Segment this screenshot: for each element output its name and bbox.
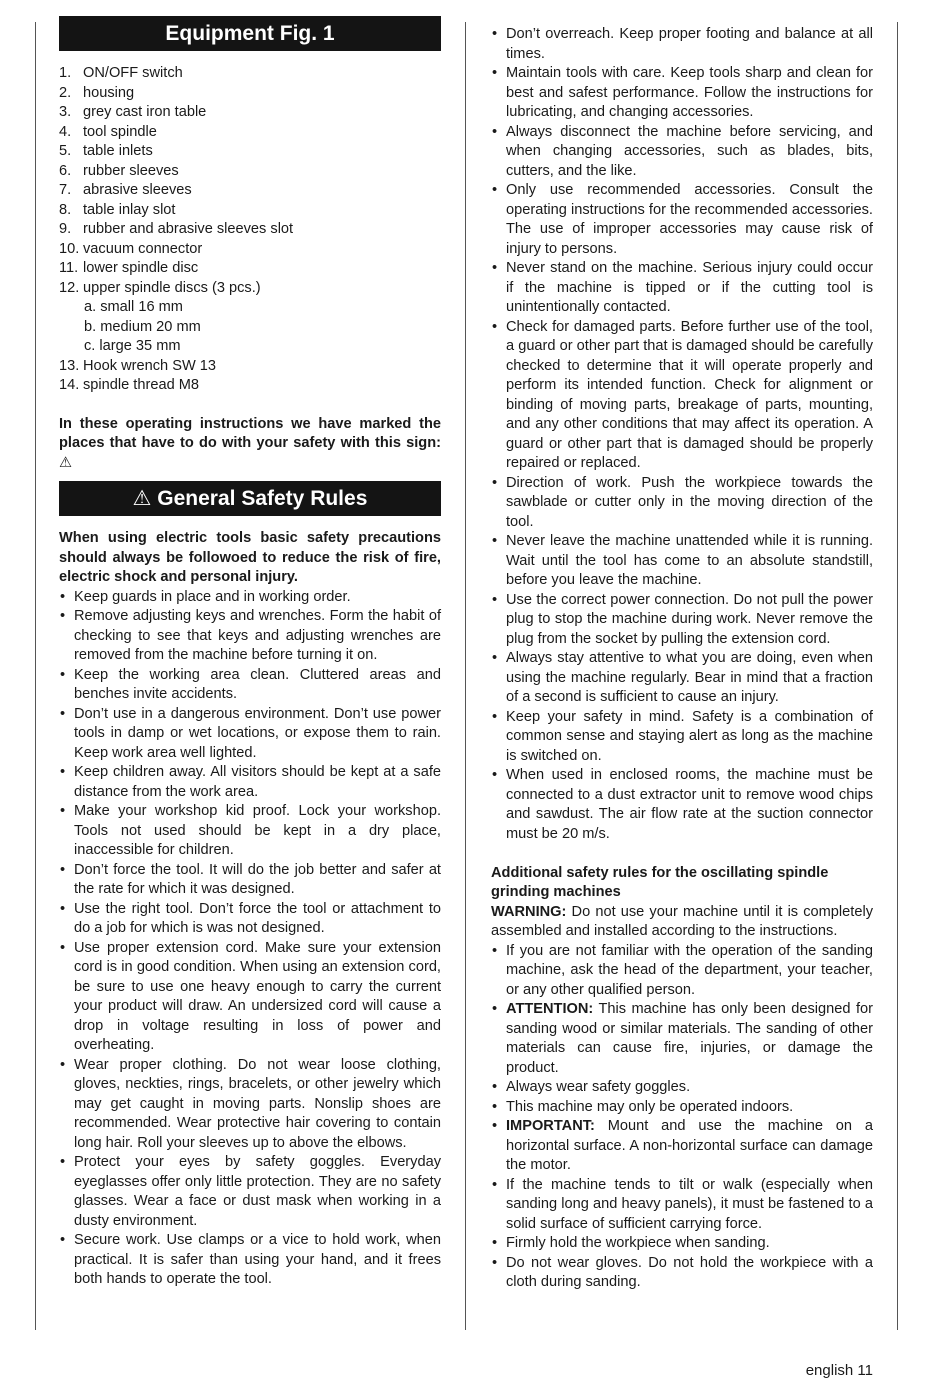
- list-sub-item: b. medium 20 mm: [84, 318, 201, 335]
- list-item: 11. lower spindle disc: [59, 260, 199, 276]
- list-item: 7. abrasive sleeves: [59, 182, 192, 198]
- list-item: • Firmly hold the workpiece when sanding.: [491, 1234, 873, 1254]
- list-item: • Only use recommended accessories. Consult the operating instructions for the recommended accessories. The use of improper accessories may cause risk of injury to persons.: [491, 181, 873, 259]
- additional-rules-title: Additional safety rules for the oscillating spindle grinding machines: [491, 864, 829, 900]
- list-item: • Secure work. Use clamps or a vice to hold work, when practical. It is safer than using your hand, and it frees both hands to operate the tool.: [59, 1231, 441, 1290]
- general-safety-rules-continued: [491, 25, 873, 844]
- list-item: • Keep your safety in mind. Safety is a combination of common sense and staying alert as long as the machine is switched on.: [491, 708, 873, 767]
- list-item: • IMPORTANT: Mount and use the machine on a horizontal surface. A non-horizontal surface can damage the motor.: [491, 1117, 873, 1176]
- list-item: 8. table inlay slot: [59, 201, 176, 218]
- list-item: 3. grey cast iron table: [59, 104, 207, 120]
- list-item: • Never leave the machine unattended while it is running. Wait until the tool has come to an absolute standstill, before you leave the machine.: [491, 532, 873, 591]
- equipment-list: [59, 64, 441, 396]
- list-item: 12. upper spindle discs (3 pcs.): [59, 279, 261, 296]
- list-item: • If the machine tends to tilt or walk (especially when sanding long and heavy panels), it must be fastened to a solid surface of sufficient carrying force.: [491, 1176, 873, 1235]
- list-item: • This machine may only be operated indoors.: [491, 1098, 873, 1118]
- list-item: 14. spindle thread M8: [59, 377, 200, 393]
- list-item: 4. tool spindle: [59, 123, 157, 140]
- warning-paragraph: WARNING: Do not use your machine until it is completely assembled and installed according to the instructions.: [491, 903, 873, 939]
- list-item: • Don’t overreach. Keep proper footing and balance at all times.: [491, 25, 873, 64]
- list-item: • Make your workshop kid proof. Lock your workshop. Tools not used should be kept in a dry place, inaccessible for children.: [59, 802, 441, 861]
- list-item: • Do not wear gloves. Do not hold the workpiece with a cloth during sanding.: [491, 1254, 873, 1293]
- left-column: [59, 16, 441, 1290]
- list-item: • Check for damaged parts. Before further use of the tool, a guard or other part that is damaged should be carefully checked to determine that it will operate properly and perform its intended function. Check for alignment or binding of moving parts, breakage of parts, mounting, and any other conditions that may affect its operation. A guard or other part that is damaged should be properly repaired or replaced.: [491, 318, 873, 474]
- list-item: • Never stand on the machine. Serious injury could occur if the machine is tipped or if the cutting tool is unintentionally contacted.: [491, 259, 873, 318]
- list-item: • Always stay attentive to what you are doing, even when using the machine regularly. Bear in mind that a fraction of a second is sufficient to cause an injury.: [491, 649, 873, 708]
- list-item: 5. table inlets: [59, 143, 153, 159]
- warning-triangle-icon: ⚠: [132, 487, 152, 510]
- list-item: • Always wear safety goggles.: [491, 1078, 873, 1098]
- list-item: • Keep guards in place and in working order.: [59, 588, 441, 608]
- list-item: • Remove adjusting keys and wrenches. Form the habit of checking to see that keys and adjusting wrenches are removed from the machine before turning it on.: [59, 607, 441, 666]
- general-safety-title: ⚠ General Safety Rules: [59, 481, 441, 516]
- general-safety-intro: When using electric tools basic safety precautions should always be followoed to reduce the risk of fire, electric shock and personal injury.: [59, 530, 441, 585]
- column-divider-rule: [465, 22, 466, 1330]
- list-item: 10. vacuum connector: [59, 240, 203, 257]
- list-item: • Keep the working area clean. Cluttered areas and benches invite accidents.: [59, 666, 441, 705]
- list-item: • Maintain tools with care. Keep tools sharp and clean for best and safest performance. Follow the instructions for lubricating, and changing accessories.: [491, 64, 873, 123]
- list-item: • Use proper extension cord. Make sure your extension cord is in good condition. When using an extension cord, be sure to use one heavy enough to carry the current your product will draw. An undersized cord will cause a drop in voltage resulting in loss of power and overheating.: [59, 939, 441, 1056]
- warning-triangle-icon: ⚠: [59, 454, 73, 471]
- list-item: • Don’t use in a dangerous environment. Don’t use power tools in damp or wet locations, or expose them to rain. Keep work area well lighted.: [59, 705, 441, 764]
- list-item: • Keep children away. All visitors should be kept at a safe distance from the work area.: [59, 763, 441, 802]
- list-item: • Direction of work. Push the workpiece towards the sawblade or cutter only in the moving direction of the tool.: [491, 474, 873, 533]
- additional-rules-list: [491, 942, 873, 1293]
- right-column: [491, 25, 873, 1293]
- list-item: • Always disconnect the machine before servicing, and when changing accessories, such as blades, bits, cutters, and the like.: [491, 123, 873, 182]
- list-item: • If you are not familiar with the operation of the sanding machine, ask the head of the department, your teacher, or any other qualified person.: [491, 942, 873, 1001]
- list-item: 9. rubber and abrasive sleeves slot: [59, 221, 294, 237]
- safety-sign-note: In these operating instructions we have marked the places that have to do with your safety with this sign: ⚠: [59, 415, 441, 474]
- general-safety-rules: [59, 588, 441, 1290]
- list-sub-item: a. small 16 mm: [84, 299, 183, 315]
- list-item: • Use the right tool. Don’t force the tool or attachment to do a job for which is was not designed.: [59, 900, 441, 939]
- list-item: • When used in enclosed rooms, the machine must be connected to a dust extractor unit to remove wood chips and sawdust. The air flow rate at the suction connector must be 20 m/s.: [491, 766, 873, 844]
- list-sub-item: c. large 35 mm: [84, 338, 181, 354]
- list-item: 13. Hook wrench SW 13: [59, 357, 217, 374]
- list-item: • Protect your eyes by safety goggles. Everyday eyeglasses offer only little protection. They are no safety glasses. Wear a face or dust mask when working in a dusty environment.: [59, 1153, 441, 1231]
- list-item: 2. housing: [59, 84, 135, 101]
- list-item: • ATTENTION: This machine has only been designed for sanding wood or similar materials. The sanding of other materials can cause fire, injuries, or damage the product.: [491, 1000, 873, 1078]
- list-item: 1. ON/OFF switch: [59, 65, 183, 81]
- list-item: • Don’t force the tool. It will do the job better and safer at the rate for which it was designed.: [59, 861, 441, 900]
- right-margin-rule: [897, 22, 898, 1330]
- left-margin-rule: [35, 22, 36, 1330]
- list-item: • Use the correct power connection. Do not pull the power plug to stop the machine during work. Never remove the plug from the socket by pulling the extension cord.: [491, 591, 873, 650]
- list-item: • Wear proper clothing. Do not wear loose clothing, gloves, neckties, rings, bracelets, or other jewelry which may get caught in moving parts. Nonslip shoes are recommended. Wear protective hair covering to contain long hair. Roll your sleeves up to above the elbows.: [59, 1056, 441, 1154]
- list-item: 6. rubber sleeves: [59, 162, 179, 179]
- page-footer: english 11: [805, 1362, 873, 1379]
- equipment-title: Equipment Fig. 1: [59, 16, 441, 51]
